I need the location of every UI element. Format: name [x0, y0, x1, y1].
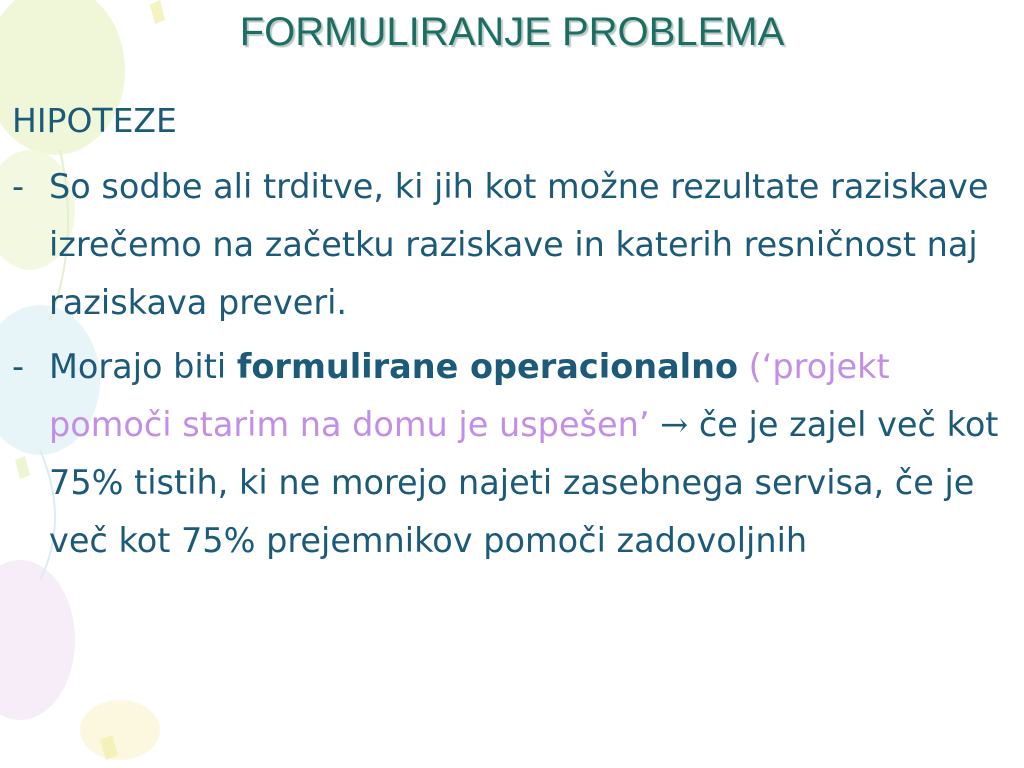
bullet-definition — [12, 158, 1017, 332]
bullet-dash: - — [12, 167, 25, 206]
bullet-operational-example: (‘projekt pomoči starim na domu je uspešen’ — [49, 347, 890, 444]
right-arrow-icon: → — [649, 405, 699, 444]
section-heading: HIPOTEZE — [12, 101, 177, 140]
bullet-definition-text: So sodbe ali trditve, ki jih kot možne rezultate raziskave izrečemo na začetku raziskave in katerih resničnost naj raziskava preveri. — [49, 167, 989, 322]
bullet-operational-emphasis: formulirane operacionalno — [236, 347, 739, 386]
slide-body — [12, 96, 1017, 570]
slide-title: FORMULIRANJE PROBLEMA — [239, 10, 785, 54]
yellow-balloon-decoration — [80, 700, 160, 760]
bullet-operational-criteria: če je zajel več kot 75% tistih, ki ne morejo najeti zasebnega servisa, če je več kot 75% prejemnikov pomoči zadovoljnih — [49, 405, 999, 560]
bullet-operational — [12, 338, 1017, 570]
bullet-dash: - — [12, 347, 25, 386]
bullet-operational-lead: Morajo biti — [49, 347, 237, 386]
purple-balloon-decoration — [0, 560, 75, 720]
